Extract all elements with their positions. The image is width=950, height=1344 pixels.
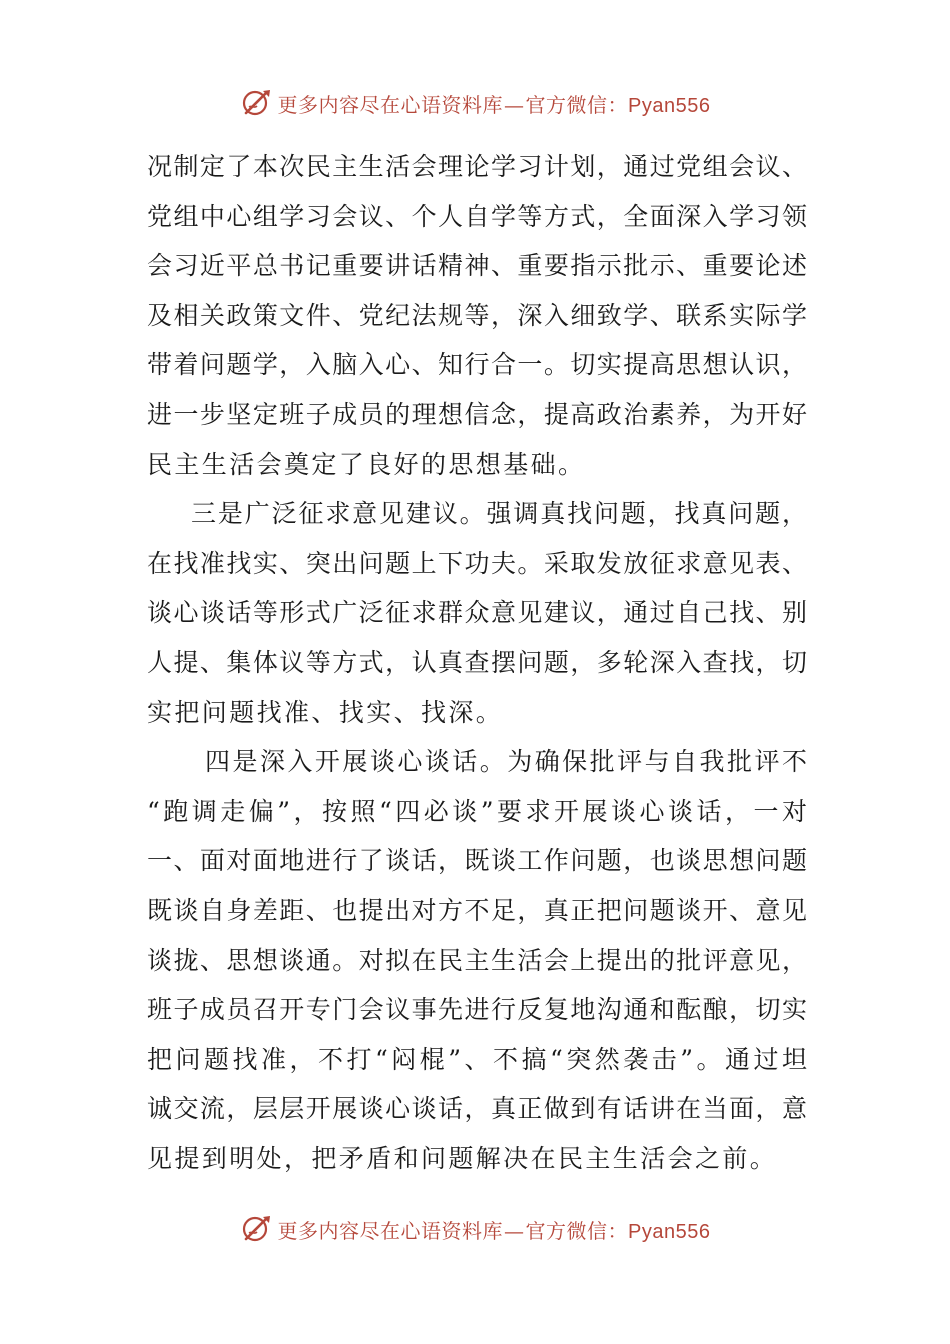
- paragraph-line: 既谈自身差距、也提出对方不足，真正把问题谈开、意见: [147, 895, 807, 925]
- watermark-dash: —: [504, 92, 525, 117]
- paragraph-line: 谈拢、思想谈通。对拟在民主生活会上提出的批评意见，: [147, 945, 807, 975]
- watermark-text: [278, 89, 711, 118]
- paragraph-line: 及相关政策文件、党纪法规等，深入细致学、联系实际学: [147, 300, 807, 330]
- watermark-main-text: 更多内容尽在心语资料库: [277, 92, 504, 117]
- paragraph-line: 四是深入开展谈心谈话。为确保批评与自我批评不: [205, 747, 807, 777]
- paragraph-line: 带着问题学，入脑入心、知行合一。切实提高思想认识，: [147, 350, 807, 380]
- watermark-dash: —: [504, 1218, 525, 1243]
- paragraph-line: 党组中心组学习会议、个人自学等方式，全面深入学习领: [147, 201, 807, 231]
- paragraph-line: 民主生活会奠定了良好的思想基础。: [147, 449, 586, 479]
- paragraph-line: 三是广泛征求意见建议。强调真找问题，找真问题，: [191, 499, 807, 529]
- paragraph-line: 诚交流，层层开展谈心谈话，真正做到有话讲在当面，意: [147, 1094, 807, 1124]
- watermark-main-text: 更多内容尽在心语资料库: [277, 1218, 504, 1243]
- watermark-official-label: 官方微信：: [525, 92, 629, 117]
- paragraph-line: 会习近平总书记重要讲话精神、重要指示批示、重要论述: [147, 251, 807, 281]
- paragraph-line: 见提到明处，把矛盾和问题解决在民主生活会之前。: [147, 1143, 778, 1173]
- header-watermark-banner: [0, 83, 950, 123]
- paragraph-line: 况制定了本次民主生活会理论学习计划，通过党组会议、: [147, 152, 807, 181]
- pen-in-circle-logo-icon: [240, 1212, 274, 1246]
- paragraph-line: 在找准找实、突出问题上下功夫。采取发放征求意见表、: [147, 548, 807, 578]
- paragraph-line: 进一步坚定班子成员的理想信念，提高政治素养，为开好: [147, 399, 807, 429]
- paragraph-line: 实把问题找准、找实、找深。: [147, 697, 504, 727]
- paragraph-line: 班子成员召开专门会议事先进行反复地沟通和酝酿，切实: [147, 995, 807, 1025]
- watermark-wechat-id: Pyan556: [628, 1220, 711, 1243]
- footer-watermark-banner: [0, 1209, 950, 1249]
- paragraph-line: “跑调走偏”，按照“四必谈”要求开展谈心谈话，一对: [147, 796, 807, 826]
- pen-in-circle-logo-icon: [240, 86, 274, 120]
- paragraph-line: 把问题找准，不打“闷棍”、不搞“突然袭击”。通过坦: [147, 1044, 807, 1074]
- paragraph-line: 一、面对面地进行了谈话，既谈工作问题，也谈思想问题: [147, 846, 807, 876]
- watermark-official-label: 官方微信：: [525, 1218, 629, 1243]
- watermark-wechat-id: Pyan556: [628, 94, 711, 117]
- document-body: [147, 142, 807, 1183]
- watermark-text: [278, 1215, 711, 1244]
- paragraph-line: 人提、集体议等方式，认真查摆问题，多轮深入查找，切: [147, 647, 807, 677]
- paragraph-line: 谈心谈话等形式广泛征求群众意见建议，通过自己找、别: [147, 598, 807, 628]
